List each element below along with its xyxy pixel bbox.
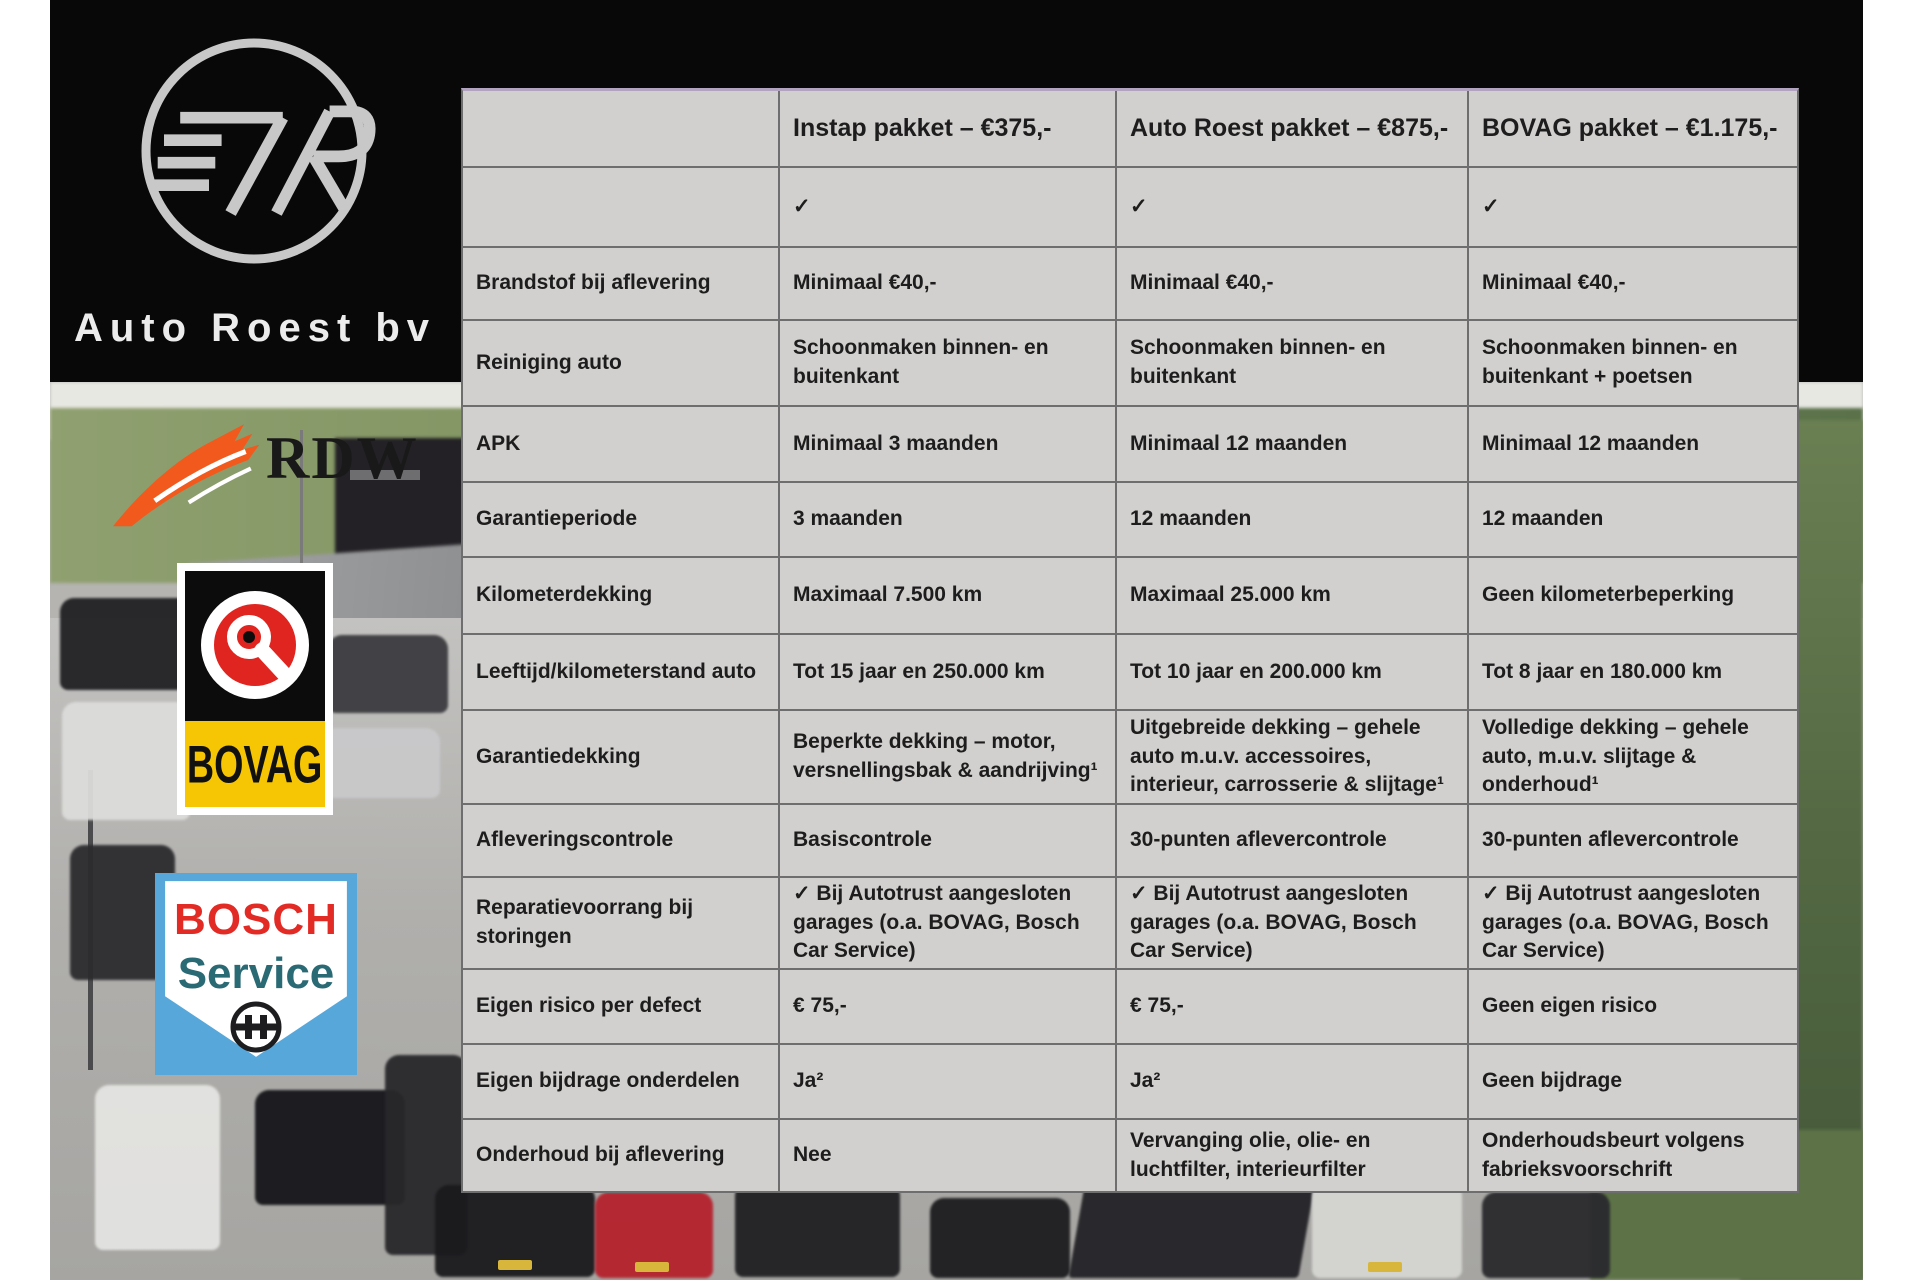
column-header-empty bbox=[463, 91, 780, 168]
row-label: Reiniging auto bbox=[463, 321, 780, 407]
table-cell: 12 maanden bbox=[1117, 483, 1469, 558]
table-cell: Basiscontrole bbox=[780, 805, 1117, 878]
brand-name: Auto Roest bv bbox=[73, 306, 437, 350]
row-label bbox=[463, 168, 780, 248]
table-cell: 3 maanden bbox=[780, 483, 1117, 558]
white-margin-right bbox=[1863, 0, 1920, 1280]
row-label: Brandstof bij aflevering bbox=[463, 248, 780, 321]
table-cell: ✓ Bij Autotrust aangesloten garages (o.a. BOVAG, Bosch Car Service) bbox=[1469, 878, 1797, 970]
table-cell: Schoonmaken binnen- en buitenkant bbox=[780, 321, 1117, 407]
license-plate bbox=[1368, 1262, 1402, 1272]
car-shape bbox=[62, 702, 190, 820]
package-comparison-table bbox=[461, 88, 1799, 1193]
table-cell: Beperkte dekking – motor, versnellingsbak & aandrijving¹ bbox=[780, 711, 1117, 805]
table-cell: ✓ bbox=[780, 168, 1117, 248]
rdw-wing-icon bbox=[108, 412, 278, 542]
row-label: Reparatievoorrang bij storingen bbox=[463, 878, 780, 970]
row-label: Garantieperiode bbox=[463, 483, 780, 558]
row-label: Onderhoud bij aflevering bbox=[463, 1120, 780, 1191]
table-cell: Geen eigen risico bbox=[1469, 970, 1797, 1045]
table-cell: Minimaal €40,- bbox=[780, 248, 1117, 321]
table-cell: Uitgebreide dekking – gehele auto m.u.v. accessoires, interieur, carrosserie & slijtage¹ bbox=[1117, 711, 1469, 805]
table-cell: Maximaal 25.000 km bbox=[1117, 558, 1469, 635]
table-cell: Schoonmaken binnen- en buitenkant bbox=[1117, 321, 1469, 407]
car-shape bbox=[255, 1090, 405, 1205]
table-cell: Minimaal 12 maanden bbox=[1469, 407, 1797, 483]
table-cell: ✓ bbox=[1117, 168, 1469, 248]
car-shape bbox=[328, 635, 448, 713]
bovag-emblem-icon bbox=[185, 571, 325, 721]
table-cell: Tot 10 jaar en 200.000 km bbox=[1117, 635, 1469, 711]
row-label: APK bbox=[463, 407, 780, 483]
table-cell: Geen kilometerbeperking bbox=[1469, 558, 1797, 635]
table-cell: Tot 15 jaar en 250.000 km bbox=[780, 635, 1117, 711]
table-cell: Minimaal €40,- bbox=[1469, 248, 1797, 321]
table-cell: Minimaal €40,- bbox=[1117, 248, 1469, 321]
bosch-wordmark: BOSCH bbox=[174, 895, 338, 944]
row-label: Leeftijd/kilometerstand auto bbox=[463, 635, 780, 711]
row-label: Eigen risico per defect bbox=[463, 970, 780, 1045]
license-plate bbox=[498, 1260, 532, 1270]
table-cell: 12 maanden bbox=[1469, 483, 1797, 558]
bosch-service-wordmark: Service bbox=[177, 949, 335, 998]
table-cell: Tot 8 jaar en 180.000 km bbox=[1469, 635, 1797, 711]
bosch-armature-icon bbox=[226, 997, 286, 1057]
table-cell: ✓ Bij Autotrust aangesloten garages (o.a. BOVAG, Bosch Car Service) bbox=[1117, 878, 1469, 970]
row-label: Eigen bijdrage onderdelen bbox=[463, 1045, 780, 1120]
row-label: Afleveringscontrole bbox=[463, 805, 780, 878]
table-cell: Maximaal 7.500 km bbox=[780, 558, 1117, 635]
row-label: Kilometerdekking bbox=[463, 558, 780, 635]
bovag-wordmark: BOVAG bbox=[187, 734, 323, 794]
column-header: Instap pakket – €375,- bbox=[780, 91, 1117, 168]
table-cell: Vervanging olie, olie- en luchtfilter, interieurfilter bbox=[1117, 1120, 1469, 1191]
rdw-logo bbox=[108, 412, 419, 552]
table-cell: ✓ bbox=[1469, 168, 1797, 248]
table-cell: Geen bijdrage bbox=[1469, 1045, 1797, 1120]
column-header: BOVAG pakket – €1.175,- bbox=[1469, 91, 1797, 168]
table-cell: Minimaal 12 maanden bbox=[1117, 407, 1469, 483]
row-label: Garantiedekking bbox=[463, 711, 780, 805]
table-cell: ✓ Bij Autotrust aangesloten garages (o.a. BOVAG, Bosch Car Service) bbox=[780, 878, 1117, 970]
car-shape bbox=[735, 1182, 900, 1277]
bovag-yellow-band bbox=[185, 721, 325, 807]
column-header: Auto Roest pakket – €875,- bbox=[1117, 91, 1469, 168]
bovag-logo bbox=[177, 563, 333, 815]
white-margin-left bbox=[0, 0, 50, 1280]
table-cell: € 75,- bbox=[780, 970, 1117, 1045]
table-cell: Schoonmaken binnen- en buitenkant + poetsen bbox=[1469, 321, 1797, 407]
table-cell: Ja² bbox=[1117, 1045, 1469, 1120]
bosch-service-logo bbox=[155, 873, 357, 1075]
table-cell: Volledige dekking – gehele auto, m.u.v. slijtage & onderhoud¹ bbox=[1469, 711, 1797, 805]
rdw-wordmark: RDW bbox=[266, 425, 419, 491]
car-shape bbox=[95, 1085, 220, 1250]
table-cell: Nee bbox=[780, 1120, 1117, 1191]
table-cell: Ja² bbox=[780, 1045, 1117, 1120]
license-plate bbox=[635, 1262, 669, 1272]
table-cell: € 75,- bbox=[1117, 970, 1469, 1045]
table-cell: 30-punten aflevercontrole bbox=[1117, 805, 1469, 878]
car-shape bbox=[930, 1198, 1070, 1278]
table-cell: Onderhoudsbeurt volgens fabrieksvoorschrift bbox=[1469, 1120, 1797, 1191]
car-shape bbox=[1482, 1192, 1610, 1278]
auto-roest-logo-icon bbox=[128, 22, 380, 280]
table-cell: Minimaal 3 maanden bbox=[780, 407, 1117, 483]
table-cell: 30-punten aflevercontrole bbox=[1469, 805, 1797, 878]
